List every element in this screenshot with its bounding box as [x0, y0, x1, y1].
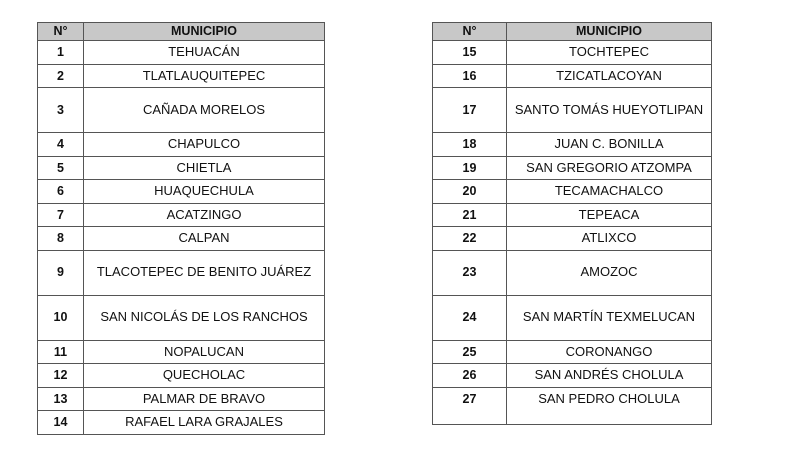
- table-row: [433, 387, 712, 424]
- municipio-name: CHAPULCO: [84, 133, 325, 157]
- row-number: 23: [433, 250, 507, 295]
- municipio-name: CHIETLA: [84, 156, 325, 180]
- municipio-name: TOCHTEPEC: [507, 41, 712, 65]
- table-row: [433, 64, 712, 88]
- municipio-name: TECAMACHALCO: [507, 180, 712, 204]
- row-number: 14: [38, 411, 84, 435]
- municipio-name: RAFAEL LARA GRAJALES: [84, 411, 325, 435]
- municipio-name: TEHUACÁN: [84, 41, 325, 65]
- table-row: [38, 203, 325, 227]
- municipio-name: SAN ANDRÉS CHOLULA: [507, 364, 712, 388]
- row-number: 13: [38, 387, 84, 411]
- table-header-row: [38, 23, 325, 41]
- row-number: 20: [433, 180, 507, 204]
- municipio-name: QUECHOLAC: [84, 364, 325, 388]
- row-number: 22: [433, 227, 507, 251]
- row-number: 8: [38, 227, 84, 251]
- municipio-name: CALPAN: [84, 227, 325, 251]
- municipio-name: TLACOTEPEC DE BENITO JUÁREZ: [84, 250, 325, 295]
- municipio-name: SAN GREGORIO ATZOMPA: [507, 156, 712, 180]
- header-municipio: MUNICIPIO: [84, 23, 325, 41]
- table-header-row: [433, 23, 712, 41]
- row-number: 9: [38, 250, 84, 295]
- table-row: [38, 41, 325, 65]
- municipio-name: ACATZINGO: [84, 203, 325, 227]
- table-row: [38, 227, 325, 251]
- row-number: 6: [38, 180, 84, 204]
- municipio-name: ATLIXCO: [507, 227, 712, 251]
- row-number: 18: [433, 133, 507, 157]
- municipio-name: TZICATLACOYAN: [507, 64, 712, 88]
- table-row: [433, 203, 712, 227]
- table-row: [38, 156, 325, 180]
- table-row: [433, 227, 712, 251]
- table-row: [433, 364, 712, 388]
- table-row: [38, 88, 325, 133]
- table-row: [433, 156, 712, 180]
- header-num: N°: [38, 23, 84, 41]
- table-row: [433, 295, 712, 340]
- table-row: [433, 340, 712, 364]
- row-number: 27: [433, 387, 507, 424]
- municipio-name: HUAQUECHULA: [84, 180, 325, 204]
- header-municipio: MUNICIPIO: [507, 23, 712, 41]
- row-number: 24: [433, 295, 507, 340]
- row-number: 17: [433, 88, 507, 133]
- row-number: 11: [38, 340, 84, 364]
- row-number: 19: [433, 156, 507, 180]
- municipio-name: NOPALUCAN: [84, 340, 325, 364]
- table-row: [38, 64, 325, 88]
- municipio-name: SAN PEDRO CHOLULA: [507, 387, 712, 424]
- municipio-name: CAÑADA MORELOS: [84, 88, 325, 133]
- municipio-name: JUAN C. BONILLA: [507, 133, 712, 157]
- table-row: [433, 180, 712, 204]
- table-row: [38, 295, 325, 340]
- row-number: 2: [38, 64, 84, 88]
- municipio-name: PALMAR DE BRAVO: [84, 387, 325, 411]
- row-number: 7: [38, 203, 84, 227]
- municipio-name: TLATLAUQUITEPEC: [84, 64, 325, 88]
- table-row: [38, 180, 325, 204]
- row-number: 26: [433, 364, 507, 388]
- municipio-name: CORONANGO: [507, 340, 712, 364]
- municipio-name: TEPEACA: [507, 203, 712, 227]
- municipio-name: AMOZOC: [507, 250, 712, 295]
- header-num: N°: [433, 23, 507, 41]
- municipio-name: SAN NICOLÁS DE LOS RANCHOS: [84, 295, 325, 340]
- row-number: 3: [38, 88, 84, 133]
- table-row: [433, 88, 712, 133]
- row-number: 1: [38, 41, 84, 65]
- municipios-table-left: [37, 22, 325, 435]
- table-row: [433, 250, 712, 295]
- municipio-name: SAN MARTÍN TEXMELUCAN: [507, 295, 712, 340]
- table-row: [38, 364, 325, 388]
- row-number: 5: [38, 156, 84, 180]
- table-row: [38, 411, 325, 435]
- table-row: [38, 250, 325, 295]
- row-number: 4: [38, 133, 84, 157]
- row-number: 10: [38, 295, 84, 340]
- table-row: [38, 133, 325, 157]
- table-row: [433, 41, 712, 65]
- row-number: 15: [433, 41, 507, 65]
- row-number: 25: [433, 340, 507, 364]
- row-number: 21: [433, 203, 507, 227]
- row-number: 16: [433, 64, 507, 88]
- table-row: [38, 387, 325, 411]
- table-row: [38, 340, 325, 364]
- municipio-name: SANTO TOMÁS HUEYOTLIPAN: [507, 88, 712, 133]
- row-number: 12: [38, 364, 84, 388]
- municipios-table-right: [432, 22, 712, 425]
- table-row: [433, 133, 712, 157]
